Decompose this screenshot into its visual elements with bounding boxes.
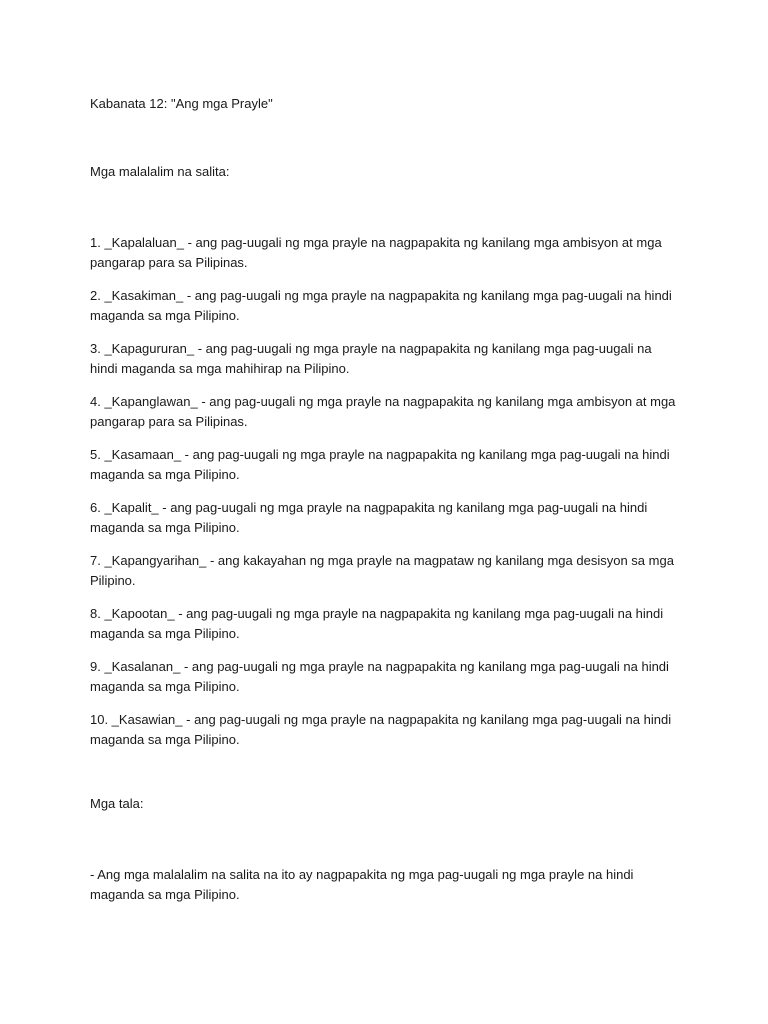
vocabulary-item: 3. _Kapagururan_ - ang pag-uugali ng mga prayle na nagpapakita ng kanilang mga pag-uugali na hindi maganda sa mga mahihirap na Pilipino.	[90, 341, 652, 376]
spacer	[90, 182, 678, 233]
spacer	[90, 114, 678, 162]
vocabulary-item: 10. _Kasawian_ - ang pag-uugali ng mga prayle na nagpapakita ng kanilang mga pag-uugali na hindi maganda sa mga Pilipino.	[90, 712, 672, 747]
document-title: Kabanata 12: "Ang mga Prayle"	[90, 96, 273, 111]
vocabulary-item: 5. _Kasamaan_ - ang pag-uugali ng mga prayle na nagpapakita ng kanilang mga pag-uugali na hindi maganda sa mga Pilipino.	[90, 447, 670, 482]
notes-heading: Mga tala:	[90, 796, 144, 811]
spacer	[90, 814, 678, 865]
vocabulary-heading: Mga malalalim na salita:	[90, 164, 230, 179]
vocabulary-item: 1. _Kapalaluan_ - ang pag-uugali ng mga prayle na nagpapakita ng kanilang mga ambisyon at mga pangarap para sa Pilipinas.	[90, 235, 662, 270]
vocabulary-list	[90, 233, 678, 750]
vocabulary-item: 7. _Kapangyarihan_ - ang kakayahan ng mga prayle na magpataw ng kanilang mga desisyon sa mga Pilipino.	[90, 553, 674, 588]
vocabulary-item: 9. _Kasalanan_ - ang pag-uugali ng mga prayle na nagpapakita ng kanilang mga pag-uugali na hindi maganda sa mga Pilipino.	[90, 659, 669, 694]
vocabulary-item: 8. _Kapootan_ - ang pag-uugali ng mga prayle na nagpapakita ng kanilang mga pag-uugali na hindi maganda sa mga Pilipino.	[90, 606, 664, 641]
vocabulary-item: 6. _Kapalit_ - ang pag-uugali ng mga prayle na nagpapakita ng kanilang mga pag-uugali na hindi maganda sa mga Pilipino.	[90, 500, 648, 535]
note-item: - Ang mga malalalim na salita na ito ay nagpapakita ng mga pag-uugali ng mga prayle na hindi maganda sa mga Pilipino.	[90, 867, 634, 902]
vocabulary-item: 2. _Kasakiman_ - ang pag-uugali ng mga prayle na nagpapakita ng kanilang mga pag-uugali na hindi maganda sa mga Pilipino.	[90, 288, 672, 323]
vocabulary-item: 4. _Kapanglawan_ - ang pag-uugali ng mga prayle na nagpapakita ng kanilang mga ambisyon at mga pangarap para sa Pilipinas.	[90, 394, 676, 429]
document-body	[90, 94, 678, 905]
spacer	[90, 763, 678, 794]
